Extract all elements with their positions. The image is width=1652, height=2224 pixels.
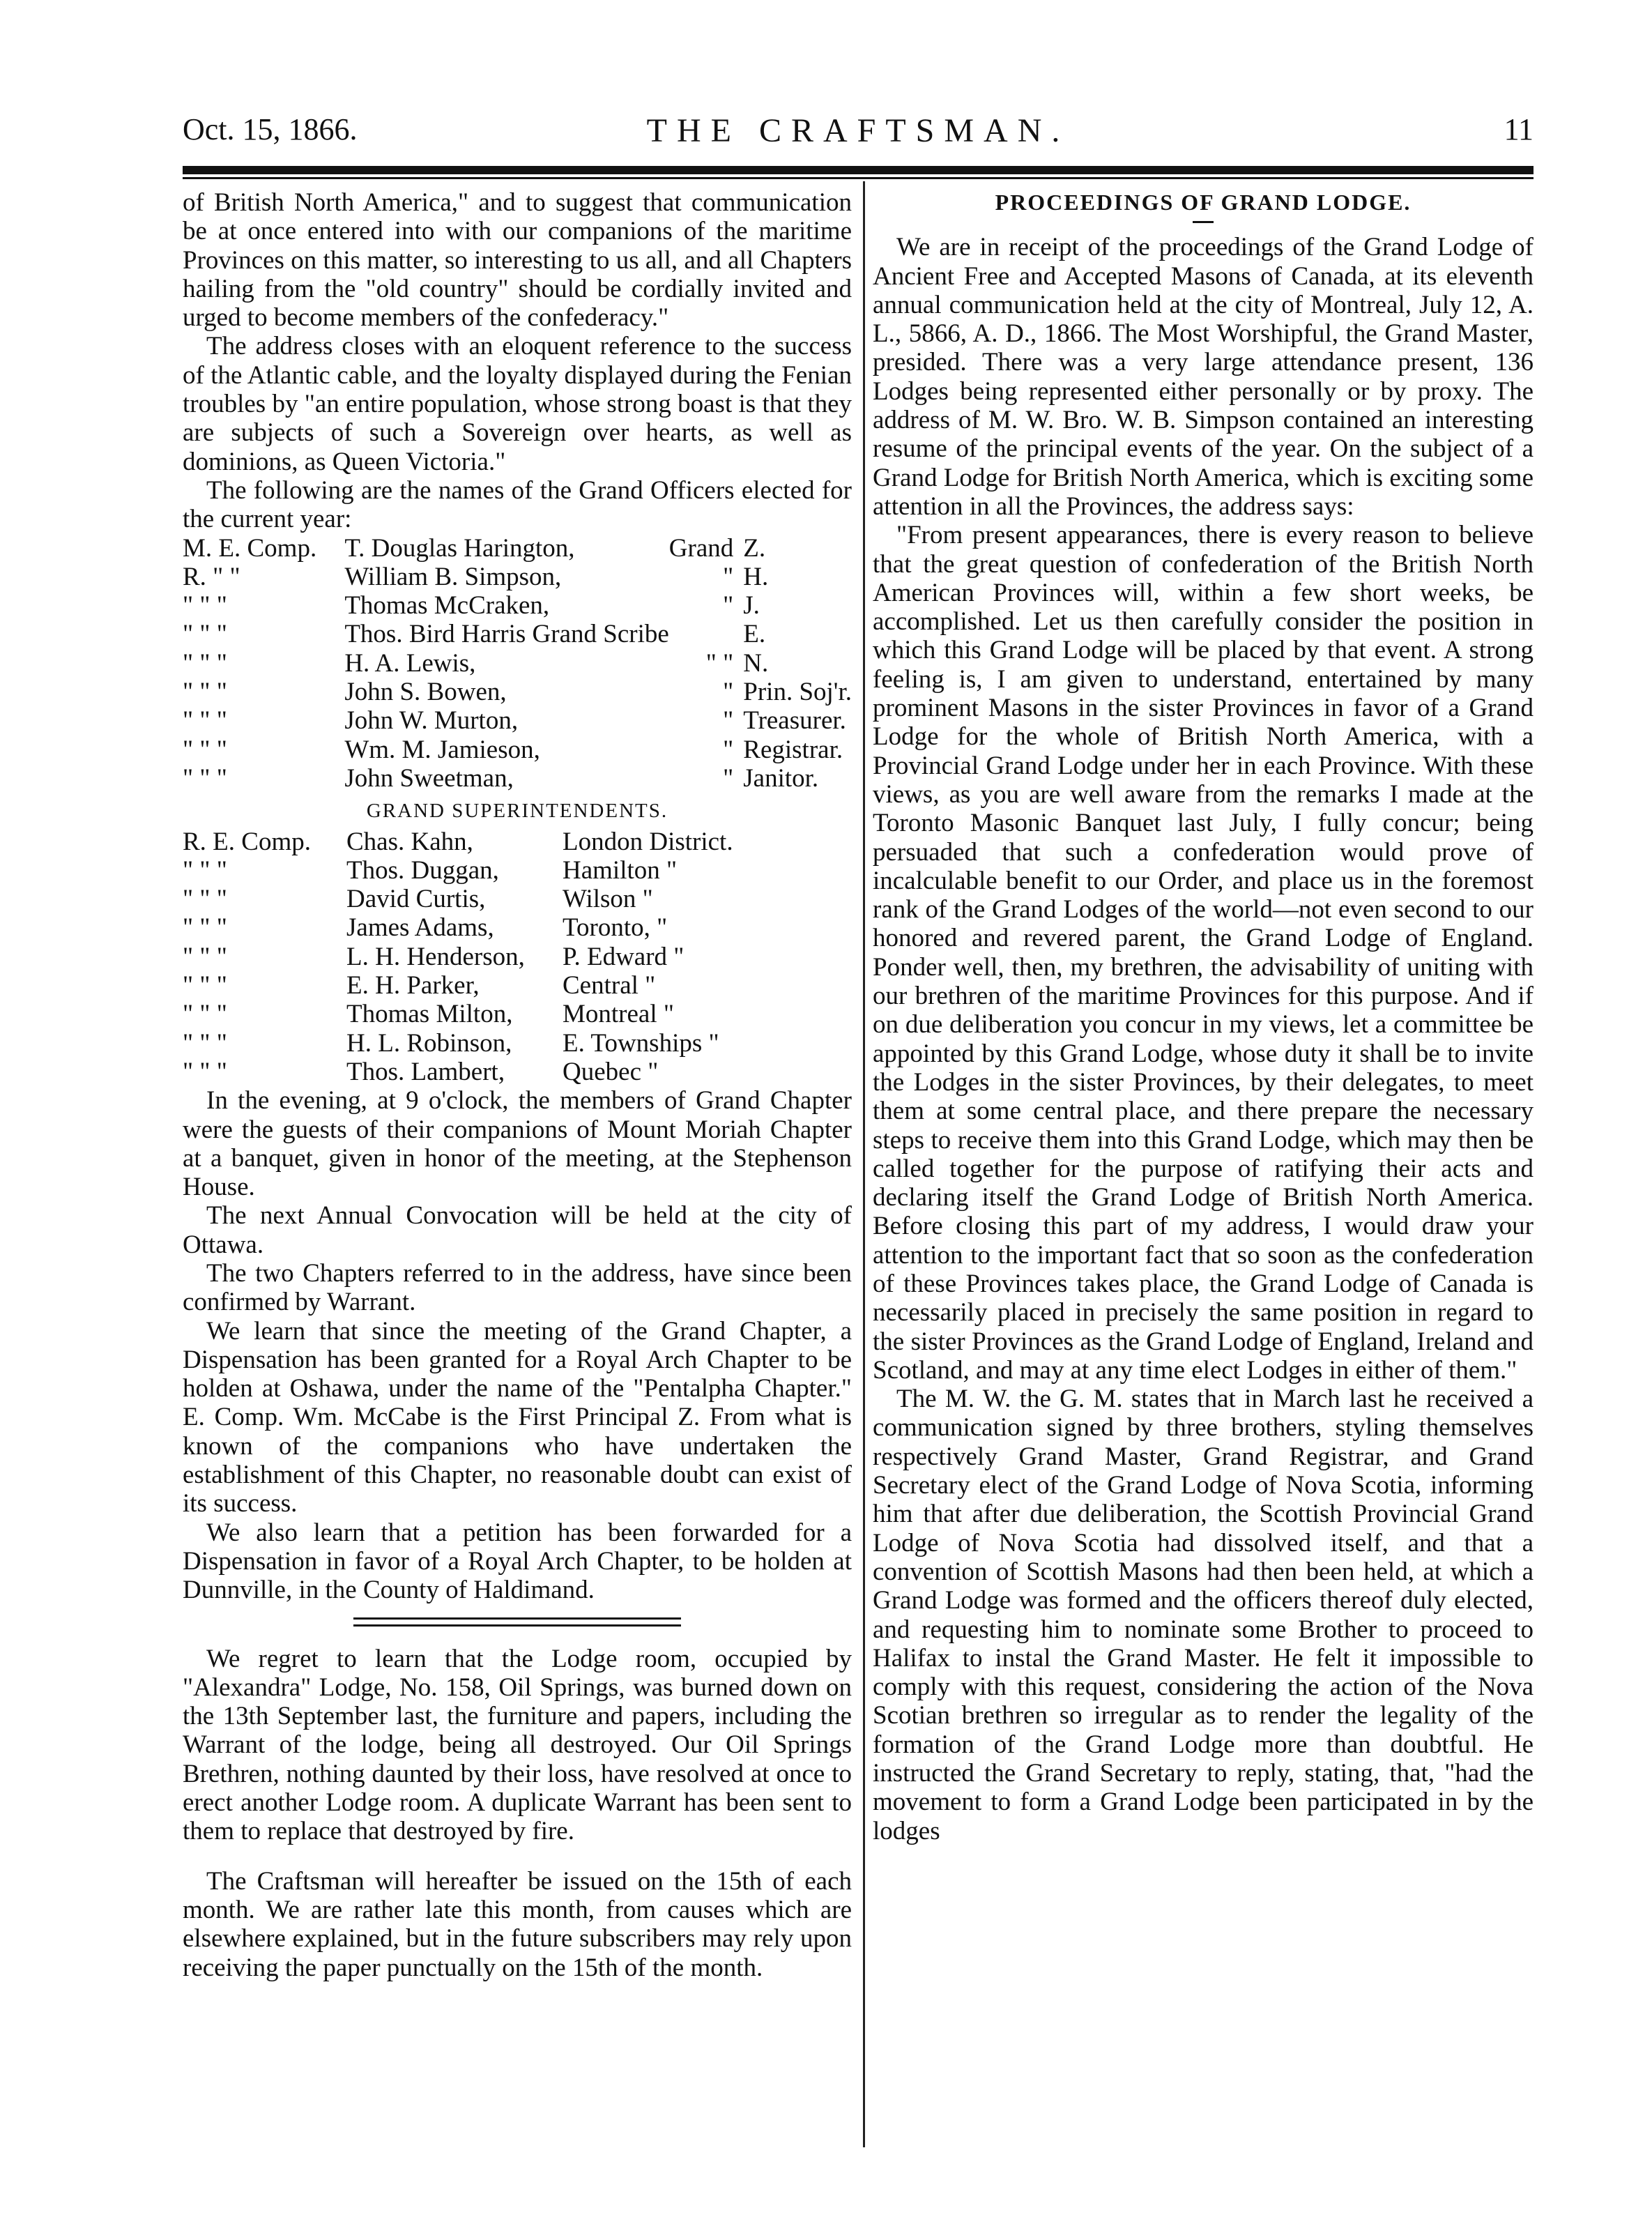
officer-prefix: " " "	[183, 620, 227, 649]
officer-name: John W. Murton,	[344, 706, 519, 736]
superintendent-district: Montreal "	[563, 1000, 674, 1029]
superintendent-prefix: " " "	[183, 855, 227, 885]
paragraph-officers-intro: The following are the names of the Grand Officers elected for the current year:	[183, 475, 852, 534]
officer-ditto	[669, 620, 743, 648]
officer-prefix: " " "	[183, 678, 227, 707]
right-column	[873, 188, 1534, 1845]
officer-prefix: " " "	[183, 735, 227, 764]
paragraph-address-close: The address closes with an eloquent reference to the success of the Atlantic cable, and the loyalty displayed during the Fenian troubles by "an entire population, whose strong boast is that they are subjects of such a Sovereign over hearts, as well as dominions, as Queen Victoria."	[183, 332, 852, 476]
paragraph-address-quote: "From present appearances, there is every reason to believe that the great question of confederation of the British North American Provinces will, within a few short weeks, be accomplished. Let us then carefully consider the position in which this Grand Lodge will be placed by that event. A strong feeling is, I am given to understand, entertained by many prominent Masons in the sister Provinces in favor of a Grand Lodge for the whole of British North America, with a Provincial Grand Lodge under her in each Province. With these views, as you are well aware from the remarks I made at the Toronto Masonic Banquet last July, I fully concur; being persuaded that such a confederation would prove of incalculable benefit to our Order, and place us in the foremost rank of the Grand Lodges of the world—not even second to our honored and revered parent, the Grand Lodge of England. Ponder well, then, my brethren, the advisability of uniting with our brethren of the maritime Provinces for this purpose. And if on due deliberation you concur in my views, let a committee be appointed by this Grand Lodge, whose duty it shall be to invite the Lodges in the sister Provinces, by their delegates, to meet them at some central place, and there prepare the necessary steps to receive them into this Grand Lodge, which may then be called together for the purpose of ratifying their acts and declaring itself the Grand Lodge of British North America. Before closing this part of my address, I would draw your attention to the important fact that so soon as the confederation of these Provinces takes place, the Grand Lodge of Canada is necessarily placed in precisely the same position in regard to the sister Provinces as the Grand Lodge of England, Ireland and Scotland, and may at any time elect Lodges in either of them."	[873, 521, 1534, 1385]
superintendent-row	[183, 1000, 852, 1028]
officer-office: H.	[743, 562, 769, 591]
column-divider	[863, 181, 865, 2147]
superintendent-row	[183, 828, 852, 856]
officer-name: John Sweetman,	[344, 763, 514, 793]
superintendent-name: Thos. Duggan,	[346, 855, 499, 885]
superintendent-prefix: " " "	[183, 1000, 227, 1029]
section-heading: PROCEEDINGS OF GRAND LODGE.	[995, 190, 1412, 215]
officer-ditto: "	[723, 735, 734, 764]
superintendent-district: Quebec "	[563, 1057, 659, 1086]
superintendent-name: Thos. Lambert,	[346, 1057, 505, 1086]
superintendent-prefix: " " "	[183, 1028, 227, 1058]
officer-row	[183, 649, 852, 678]
page-header	[183, 112, 1534, 167]
superintendent-district: Toronto, "	[563, 913, 668, 943]
superintendent-district: London District.	[563, 827, 733, 856]
superintendent-row	[183, 1058, 852, 1086]
superintendent-name: E. H. Parker,	[346, 971, 480, 1000]
officer-row	[183, 706, 852, 735]
officer-office: Janitor.	[743, 763, 819, 793]
superintendent-name: L. H. Henderson,	[346, 942, 525, 971]
paragraph-dispensation-oshawa: We learn that since the meeting of the Grand Chapter, a Dispensation has been granted for a Royal Arch Chapter to be holden at Oshawa, under the name of the "Pentalpha Chapter." E. Comp. Wm. McCabe is the First Principal Z. From what is known of the companions who have undertaken the establishment of this Chapter, no reasonable doubt can exist of its success.	[183, 1316, 852, 1518]
paragraph-next-convocation: The next Annual Convocation will be held at the city of Ottawa.	[183, 1201, 852, 1259]
superintendent-row	[183, 856, 852, 885]
officer-office: J.	[743, 591, 760, 620]
paragraph-lodge-fire: We regret to learn that the Lodge room, occupied by "Alexandra" Lodge, No. 158, Oil Springs, was burned down on the 13th September last, the furniture and papers, including the Warrant of the lodge, being all destroyed. Our Oil Springs Brethren, nothing daunted by their loss, have resolved at once to erect another Lodge room. A duplicate Warrant has been sent to them to replace that destroyed by fire.	[183, 1644, 852, 1846]
officer-prefix: " " "	[183, 706, 227, 736]
superintendent-name: David Curtis,	[346, 885, 486, 914]
paragraph-craftsman-notice: The Craftsman will hereafter be issued on the 15th of each month. We are rather late this month, from causes which are elsewhere explained, but in the future subscribers may rely upon receiving the paper punctually on the 15th of the month.	[183, 1866, 852, 1982]
officer-ditto: Grand	[668, 533, 734, 563]
officer-row	[183, 764, 852, 793]
grand-superintendents-list	[183, 828, 852, 1087]
page-number: 11	[1504, 112, 1534, 146]
superintendent-prefix: " " "	[183, 942, 227, 971]
superintendent-prefix: " " "	[183, 885, 227, 914]
superintendent-district: Hamilton "	[563, 855, 678, 885]
officer-prefix: R. " "	[183, 562, 240, 591]
officer-ditto: "	[723, 562, 734, 591]
officer-office: E.	[743, 620, 766, 649]
paragraph-two-chapters: The two Chapters referred to in the address, have since been confirmed by Warrant.	[183, 1258, 852, 1317]
superintendent-row	[183, 943, 852, 971]
grand-officers-list	[183, 534, 852, 793]
superintendent-prefix: " " "	[183, 913, 227, 943]
officer-row	[183, 563, 852, 591]
officer-name: Wm. M. Jamieson,	[344, 735, 540, 764]
superintendent-name: H. L. Robinson,	[346, 1028, 512, 1058]
officer-prefix: " " "	[183, 648, 227, 678]
officer-ditto: " "	[705, 648, 734, 678]
officer-prefix: " " "	[183, 763, 227, 793]
officer-office: Treasurer.	[743, 706, 846, 736]
paragraph-nova-scotia: The M. W. the G. M. states that in March last he received a communication signed by three brothers, styling themselves respectively Grand Master, Grand Registrar, and Grand Secretary elect of the Grand Lodge of Nova Scotia, informing him that after due deliberation, the Scottish Provincial Grand Lodge of Nova Scotia had dissolved itself, and that a convention of Scottish Masons had then been held, at which a Grand Lodge was formed and the officers thereof duly elected, and requesting him to nominate some Brother to proceed to Halifax to instal the Grand Master. He felt it impossible to comply with this request, considering the action of the Nova Scotian brethren so irregular as to render the legality of the formation of the Grand Lodge more than doubtful. He instructed the Grand Secretary to reply, stating, that, "had the movement to form a Grand Lodge been participated in by the lodges	[873, 1385, 1534, 1845]
header-rule-thick	[183, 166, 1534, 174]
superintendent-name: James Adams,	[346, 913, 494, 943]
paragraph-proceedings-receipt: We are in receipt of the proceedings of the Grand Lodge of Ancient Free and Accepted Masons of Canada, at its eleventh annual communication held at the city of Montreal, July 12, A. L., 5866, A. D., 1866. The Most Worshipful, the Grand Master, presided. There was a very large attendance present, 136 Lodges being represented either personally or by proxy. The address of M. W. Bro. W. B. Simpson contained an interesting resume of the principal events of the year. On the subject of a Grand Lodge for British North America, which is exciting some attention in all the Provinces, the address says:	[873, 233, 1534, 521]
officer-name: Thomas McCraken,	[344, 591, 550, 620]
superintendent-name: Chas. Kahn,	[346, 827, 473, 856]
officer-office: Registrar.	[743, 735, 843, 764]
paragraph-evening-banquet: In the evening, at 9 o'clock, the members of Grand Chapter were the guests of their companions of Mount Moriah Chapter at a banquet, given in honor of the meeting, at the Stephenson House.	[183, 1086, 852, 1202]
officer-ditto: "	[723, 763, 734, 793]
officer-row	[183, 736, 852, 764]
masthead-title: THE CRAFTSMAN.	[646, 112, 1070, 149]
superintendent-row	[183, 1029, 852, 1058]
officer-row	[183, 620, 852, 648]
officer-office: N.	[743, 648, 769, 678]
superintendent-prefix: R. E. Comp.	[183, 827, 311, 856]
issue-date: Oct. 15, 1866.	[183, 112, 358, 146]
superintendents-heading: GRAND SUPERINTENDENTS.	[366, 800, 668, 823]
officer-name: William B. Simpson,	[344, 562, 562, 591]
officer-name: Thos. Bird Harris Grand Scribe	[344, 620, 669, 649]
header-rule-thin	[183, 177, 1534, 179]
superintendent-name: Thomas Milton,	[346, 1000, 513, 1029]
superintendent-prefix: " " "	[183, 1057, 227, 1086]
heading-dash	[1193, 221, 1214, 223]
superintendent-row	[183, 885, 852, 913]
officer-office: Z.	[743, 533, 766, 563]
officer-ditto: "	[723, 591, 734, 620]
superintendent-district: Central "	[563, 971, 656, 1000]
superintendent-district: E. Townships "	[563, 1028, 719, 1058]
section-separator	[353, 1617, 681, 1627]
superintendent-district: P. Edward "	[563, 942, 684, 971]
paragraph-intro: of British North America," and to suggest that communication be at once entered into with our companions of the maritime Provinces on this matter, so interesting to us all, and all Chapters hailing from the "old country" should be cordially invited and urged to become members of the confederacy."	[183, 188, 852, 333]
superintendent-row	[183, 971, 852, 1000]
officer-row	[183, 534, 852, 563]
officer-name: H. A. Lewis,	[344, 648, 476, 678]
officer-row	[183, 678, 852, 706]
superintendent-district: Wilson "	[563, 885, 653, 914]
officer-office: Prin. Soj'r.	[743, 678, 852, 707]
superintendent-row	[183, 913, 852, 942]
officer-ditto: "	[723, 706, 734, 736]
officer-prefix: " " "	[183, 591, 227, 620]
officer-name: John S. Bowen,	[344, 678, 507, 707]
officer-row	[183, 591, 852, 620]
officer-name: T. Douglas Harington,	[344, 533, 575, 563]
left-column	[183, 188, 852, 1982]
paragraph-petition-dunnville: We also learn that a petition has been forwarded for a Dispensation in favor of a Royal Arch Chapter, to be holden at Dunnville, in the County of Haldimand.	[183, 1518, 852, 1605]
officer-prefix: M. E. Comp.	[183, 533, 317, 563]
officer-ditto: "	[723, 678, 734, 707]
superintendent-prefix: " " "	[183, 971, 227, 1000]
